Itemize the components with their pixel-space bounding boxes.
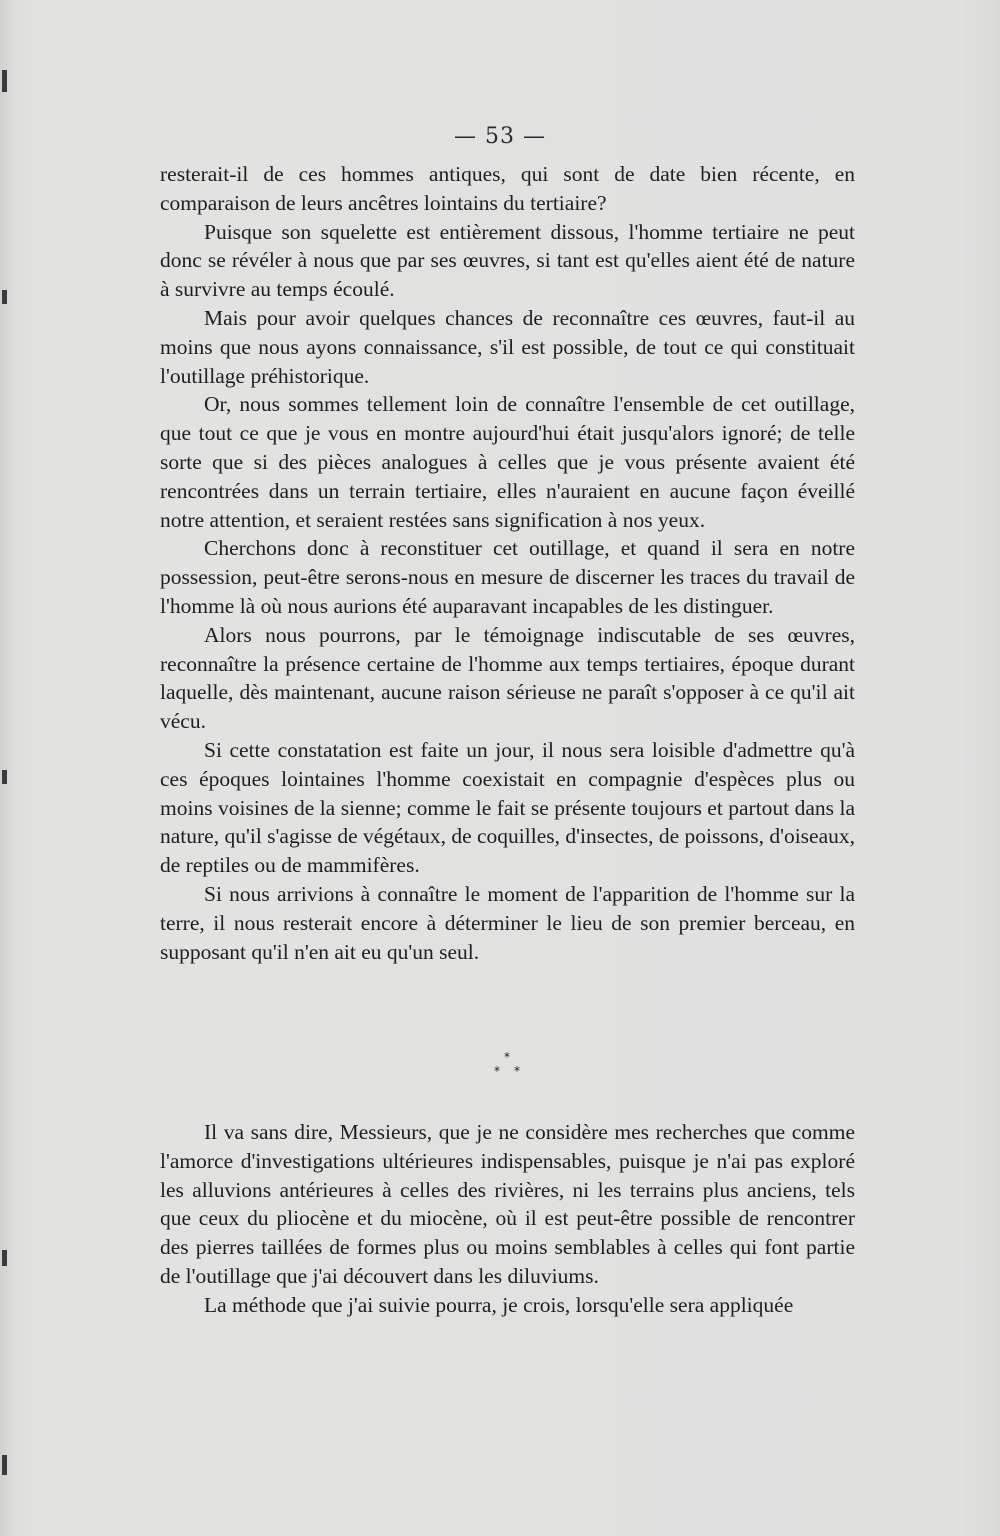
- paragraph: Si cette constatation est faite un jour, il nous sera loisible d'admettre qu'à ces époques lointaines l'homme coexistait en compagnie d'espèces plus ou moins voisines de la sienne; comme le fait se présente toujours et partout dans la nature, qu'il s'agisse de végétaux, de coquilles, d'insectes, de poissons, d'oiseaux, de reptiles ou de mammifères.: [160, 737, 855, 878]
- section-break-asterism: [470, 1050, 550, 1090]
- binding-mark: [2, 70, 7, 92]
- paragraph: resterait-il de ces hommes antiques, qui sont de date bien récente, en comparaison de leurs ancêtres lointains du tertiaire?: [160, 162, 855, 215]
- paragraph: Cherchons donc à reconstituer cet outillage, et quand il sera en notre possession, peut-être serons-nous en mesure de discerner les traces du travail de l'homme là où nous aurions été auparavant incapables de les distinguer.: [160, 536, 855, 618]
- binding-mark: [2, 1250, 7, 1266]
- page-number: — 53 —: [454, 124, 546, 149]
- paragraph: Alors nous pourrons, par le témoignage indiscutable de ses œuvres, reconnaître la présence certaine de l'homme aux temps tertiaires, époque durant laquelle, dès maintenant, aucune raison sérieuse ne paraît s'opposer à ce qu'il ait vécu.: [160, 622, 855, 734]
- body-text-section-2: [160, 1118, 855, 1320]
- binding-mark: [2, 1455, 7, 1475]
- paragraph: Il va sans dire, Messieurs, que je ne considère mes recherches que comme l'amorce d'investigations ultérieures indispensables, puisque je n'ai pas exploré les alluvions antérieures à celles des rivières, ni les terrains plus anciens, tels que ceux du pliocène et du miocène, où il est peut-être possible de rencontrer des pierres taillées de formes plus ou moins semblables à celles qui font partie de l'outillage que j'ai découvert dans les diluviums.: [160, 1120, 855, 1288]
- paragraph: Mais pour avoir quelques chances de reconnaître ces œuvres, faut-il au moins que nous ayons connaissance, s'il est possible, de tout ce qui constituait l'outillage préhistorique.: [160, 305, 855, 388]
- paragraph: Puisque son squelette est entièrement dissous, l'homme tertiaire ne peut donc se révéler à nous que par ses œuvres, si tant est qu'elles aient été de nature à survivre au temps écoulé.: [160, 219, 855, 302]
- binding-mark: [2, 770, 7, 784]
- paragraph: Or, nous sommes tellement loin de connaître l'ensemble de cet outillage, que tout ce que je vous en montre aujourd'hui était jusqu'alors ignoré; de telle sorte que si des pièces analogues à celles que je vous présente avaient été rencontrées dans un terrain tertiaire, elles n'auraient en aucune façon éveillé notre attention, et seraient restées sans signification à nos yeux.: [160, 392, 855, 532]
- asterism-star: *: [504, 1050, 510, 1064]
- asterism-star: *: [514, 1064, 520, 1078]
- body-text-section-1: [160, 160, 855, 966]
- paragraph: La méthode que j'ai suivie pourra, je crois, lorsqu'elle sera appliquée: [204, 1292, 794, 1317]
- asterism-star: *: [494, 1064, 500, 1078]
- paragraph: Si nous arrivions à connaître le moment de l'apparition de l'homme sur la terre, il nous resterait encore à déterminer le lieu de son premier berceau, en supposant qu'il n'en ait eu qu'un seul.: [160, 881, 855, 964]
- binding-mark: [2, 290, 7, 304]
